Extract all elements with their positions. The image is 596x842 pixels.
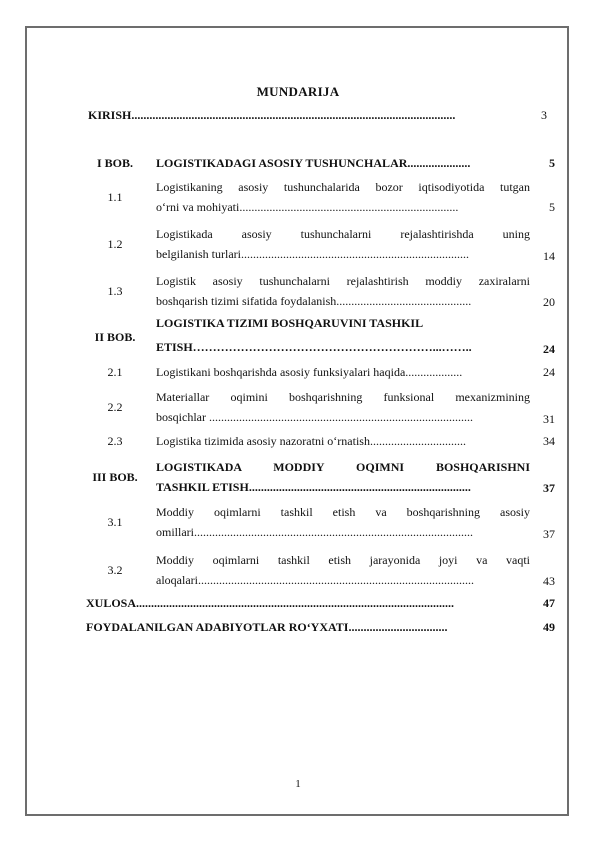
toc-entry-2-2-line2[interactable]: bosqichlar ........................................................................................: [156, 410, 473, 424]
toc-page-3-2: 43: [543, 574, 555, 588]
section-number-3-1: 3.1: [107, 515, 123, 529]
toc-entry-1-1-line2[interactable]: o‘rni va mohiyati.........................................................................: [156, 200, 459, 214]
toc-entry-chapter-2-line2[interactable]: ETISH……………………………………………………...……..: [156, 340, 472, 354]
toc-page-1-1: 5: [549, 200, 555, 214]
toc-page-1-3: 20: [543, 295, 555, 309]
chapter-number-3: III BOB.: [92, 470, 138, 484]
toc-entry-2-2-line1[interactable]: Materiallar oqimini boshqarishning funksional mexanizmining: [156, 390, 530, 404]
toc-title: MUNDARIJA: [256, 84, 340, 99]
toc-entry-1-2-line2[interactable]: belgilanish turlari............................................................................: [156, 247, 469, 261]
toc-entry-3-2-line2[interactable]: aloqalari............................................................................................: [156, 573, 474, 587]
section-number-2-3: 2.3: [107, 434, 123, 448]
toc-page-chapter-3: 37: [543, 481, 555, 495]
section-number-3-2: 3.2: [107, 563, 123, 577]
toc-page-1-2: 14: [543, 249, 555, 263]
toc-entry-3-2-line1[interactable]: Moddiy oqimlarni tashkil etish jarayonida joyi va vaqti: [156, 553, 530, 567]
toc-page-chapter-2: 24: [543, 342, 555, 356]
section-number-1-1: 1.1: [107, 190, 123, 204]
toc-entry-references[interactable]: FOYDALANILGAN ADABIYOTLAR RO‘YXATI.................................: [86, 620, 448, 634]
chapter-number-2: II BOB.: [94, 330, 136, 344]
toc-page-intro: 3: [541, 108, 547, 122]
toc-page-conclusion: 47: [543, 596, 555, 610]
toc-entry-1-3-line2[interactable]: boshqarish tizimi sifatida foydalanish.............................................: [156, 294, 472, 308]
toc-entry-2-3[interactable]: Logistika tizimida asosiy nazoratni o‘rnatish................................: [156, 434, 466, 448]
section-number-2-2: 2.2: [107, 400, 123, 414]
toc-entry-chapter-2-line1[interactable]: LOGISTIKA TIZIMI BOSHQARUVINI TASHKIL: [156, 316, 424, 330]
toc-entry-chapter-3-line2[interactable]: TASHKIL ETISH..........................................................................: [156, 480, 471, 494]
toc-entry-2-1[interactable]: Logistikani boshqarishda asosiy funksiyalari haqida...................: [156, 365, 463, 379]
toc-page-2-2: 31: [543, 412, 555, 426]
toc-entry-1-1-line1[interactable]: Logistikaning asosiy tushunchalarida bozor iqtisodiyotida tutgan: [156, 180, 530, 194]
chapter-number-1: I BOB.: [96, 156, 133, 170]
toc-page-references: 49: [543, 620, 555, 634]
toc-entry-conclusion[interactable]: XULOSA..........................................................................................................: [86, 596, 455, 610]
section-number-1-2: 1.2: [107, 237, 123, 251]
toc-entry-intro[interactable]: KIRISH............................................................................................................: [88, 108, 456, 122]
toc-entry-1-3-line1[interactable]: Logistik asosiy tushunchalarni rejalashtirish moddiy zaxiralarni: [156, 274, 530, 288]
toc-page-2-3: 34: [543, 434, 555, 448]
toc-entry-chapter-1[interactable]: LOGISTIKADAGI ASOSIY TUSHUNCHALAR.....................: [156, 156, 471, 170]
toc-page-chapter-1: 5: [549, 156, 555, 170]
section-number-1-3: 1.3: [107, 284, 123, 298]
toc-page-2-1: 24: [543, 365, 555, 379]
page-number: 1: [295, 778, 301, 790]
section-number-2-1: 2.1: [107, 365, 123, 379]
toc-entry-3-1-line1[interactable]: Moddiy oqimlarni tashkil etish va boshqarishning asosiy: [156, 505, 530, 519]
toc-page-3-1: 37: [543, 527, 555, 541]
toc-entry-3-1-line2[interactable]: omillari.............................................................................................: [156, 525, 473, 539]
toc-entry-chapter-3-line1[interactable]: LOGISTIKADA MODDIY OQIMNI BOSHQARISHNI: [156, 460, 530, 474]
toc-entry-1-2-line1[interactable]: Logistikada asosiy tushunchalarni rejalashtirishda uning: [156, 227, 530, 241]
